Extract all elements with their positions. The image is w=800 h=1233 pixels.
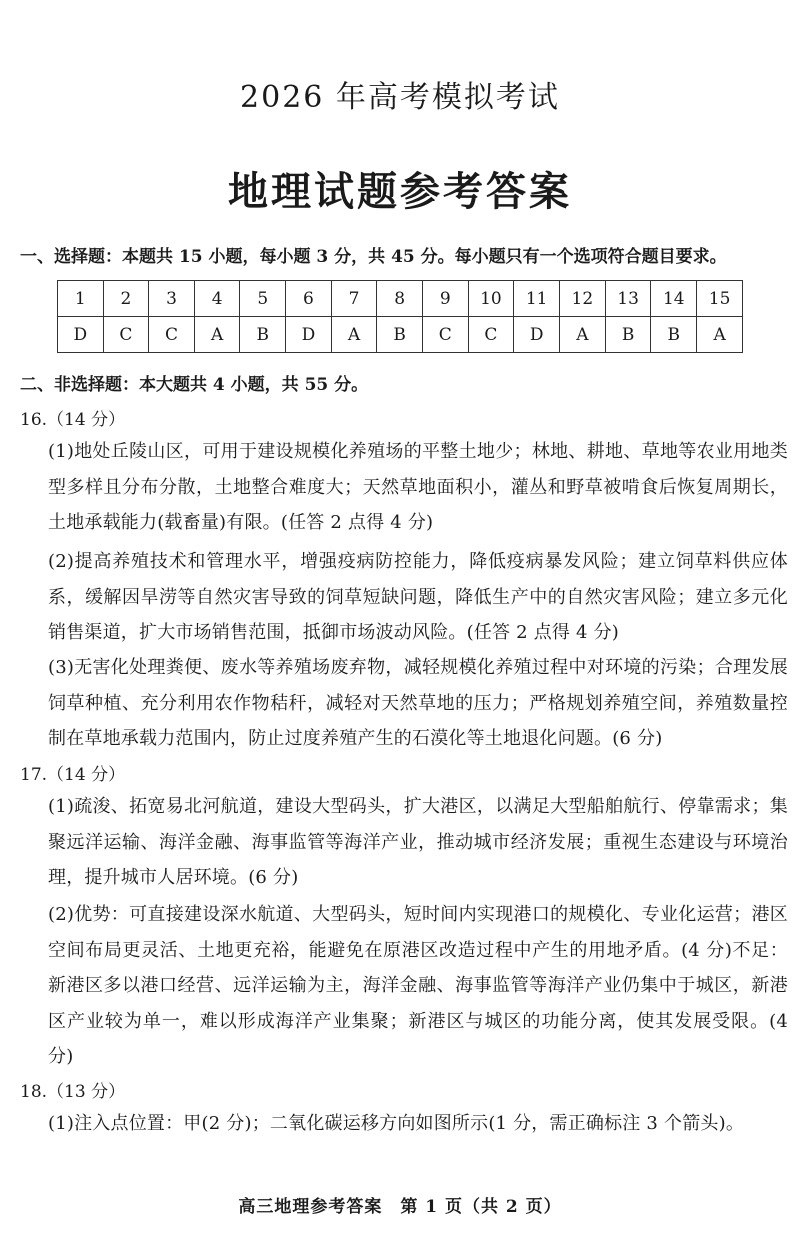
part1-heading: 一、选择题：本题共 15 小题，每小题 3 分，共 45 分。每小题只有一个选项符合题目要求。 bbox=[20, 247, 727, 267]
question-number-cell: 2 bbox=[103, 281, 149, 317]
question-number-cell: 8 bbox=[377, 281, 423, 317]
question-number-cell: 7 bbox=[331, 281, 377, 317]
answer-cell: C bbox=[422, 317, 468, 353]
page-footer: 高三地理参考答案 第 1 页（共 2 页） bbox=[238, 1197, 562, 1217]
answer-cell: C bbox=[149, 317, 195, 353]
answer-cell: D bbox=[58, 317, 104, 353]
question-number-cell: 14 bbox=[651, 281, 697, 317]
part2-heading: 二、非选择题：本大题共 4 小题，共 55 分。 bbox=[20, 375, 369, 395]
question-number-cell: 10 bbox=[468, 281, 514, 317]
question-16-label: 16.（14 分） bbox=[20, 410, 126, 430]
question-number-cell: 6 bbox=[286, 281, 332, 317]
question-number-cell: 13 bbox=[605, 281, 651, 317]
question-number-cell: 3 bbox=[149, 281, 195, 317]
question-18-answer-1: (1)注入点位置：甲(2 分)；二氧化碳运移方向如图所示(1 分，需正确标注 3 个箭头)。 bbox=[48, 1113, 745, 1134]
answer-cell: A bbox=[560, 317, 606, 353]
question-number-cell: 4 bbox=[194, 281, 240, 317]
answer-cell: D bbox=[286, 317, 332, 353]
question-18-label: 18.（13 分） bbox=[20, 1082, 126, 1102]
question-number-cell: 1 bbox=[58, 281, 104, 317]
question-16-answer-1: (1)地处丘陵山区，可用于建设规模化养殖场的平整土地少；林地、耕地、草地等农业用地类型多样且分布分散，土地整合难度大；天然草地面积小，灌丛和野草被啃食后恢复周期长，土地承载能力(载畜量)有限。(任答 2 点得 4 分) bbox=[48, 441, 788, 533]
question-16-answer-2: (2)提高养殖技术和管理水平，增强疫病防控能力，降低疫病暴发风险；建立饲草料供应体系，缓解因旱涝等自然灾害导致的饲草短缺问题，降低生产中的自然灾害风险；建立多元化销售渠道，扩大市场销售范围，抵御市场波动风险。(任答 2 点得 4 分) bbox=[48, 551, 788, 643]
answer-cell: C bbox=[468, 317, 514, 353]
exam-title: 2026 年高考模拟考试 bbox=[240, 80, 560, 115]
answer-cell: B bbox=[240, 317, 286, 353]
answer-cell: B bbox=[605, 317, 651, 353]
answer-table-answer-row bbox=[58, 317, 743, 353]
answer-cell: D bbox=[514, 317, 560, 353]
answer-cell: B bbox=[651, 317, 697, 353]
answer-cell: A bbox=[697, 317, 743, 353]
answer-table bbox=[57, 280, 743, 353]
answer-cell: A bbox=[194, 317, 240, 353]
question-16-answer-3: (3)无害化处理粪便、废水等养殖场废弃物，减轻规模化养殖过程中对环境的污染；合理发展饲草种植、充分利用农作物秸秆，减轻对天然草地的压力；严格规划养殖空间，养殖数量控制在草地承载力范围内，防止过度养殖产生的石漠化等土地退化问题。(6 分) bbox=[48, 657, 788, 749]
answer-cell: C bbox=[103, 317, 149, 353]
answer-table-number-row bbox=[58, 281, 743, 317]
question-number-cell: 11 bbox=[514, 281, 560, 317]
question-number-cell: 5 bbox=[240, 281, 286, 317]
document-title: 地理试题参考答案 bbox=[228, 168, 572, 215]
answer-cell: B bbox=[377, 317, 423, 353]
question-number-cell: 15 bbox=[697, 281, 743, 317]
answer-cell: A bbox=[331, 317, 377, 353]
question-number-cell: 9 bbox=[422, 281, 468, 317]
question-number-cell: 12 bbox=[560, 281, 606, 317]
question-17-label: 17.（14 分） bbox=[20, 765, 126, 785]
question-17-answer-1: (1)疏浚、拓宽易北河航道，建设大型码头，扩大港区，以满足大型船舶航行、停靠需求；集聚远洋运输、海洋金融、海事监管等海洋产业，推动城市经济发展；重视生态建设与环境治理，提升城市人居环境。(6 分) bbox=[48, 796, 788, 888]
question-17-answer-2: (2)优势：可直接建设深水航道、大型码头，短时间内实现港口的规模化、专业化运营；港区空间布局更灵活、土地更充裕，能避免在原港区改造过程中产生的用地矛盾。(4 分)不足：新港区多以港口经营、远洋运输为主，海洋金融、海事监管等海洋产业仍集中于城区，新港区产业较为单一，难以形成海洋产业集聚；新港区与城区的功能分离，使其发展受限。(4 分) bbox=[48, 904, 788, 1067]
